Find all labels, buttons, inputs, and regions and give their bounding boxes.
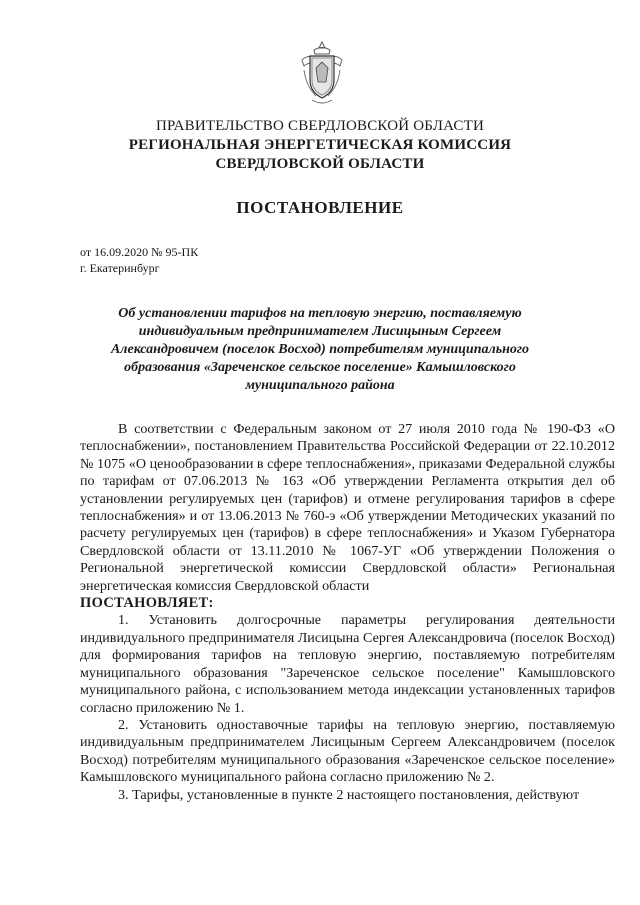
document-body — [80, 421, 615, 804]
date-and-number: от 16.09.2020 № 95-ПК — [80, 245, 199, 259]
item-paragraph: 1. Установить долгосрочные параметры регулирования деятельности индивидуального предпринимателя Лисицына Сергея Александровича (поселок Восход) для формирования тарифов на тепловую энергию, поставляемую потребителям муниципального образования "Зареченское сельское поселение" Камышловского муниципального района, с использованием метода индексации установленных тарифов согласно приложению № 1. — [80, 612, 615, 716]
issuing-authority — [0, 117, 640, 174]
document-subject: Об установлении тарифов на тепловую энергию, поставляемую индивидуальным предпринимателем Лисицыным Сергеем Александровичем (поселок Восход) потребителям муниципального образования «Зареченское сельское поселение» Камышловского муниципального района — [110, 306, 530, 393]
city: г. Екатеринбург — [80, 261, 160, 275]
preamble-paragraph: В соответствии с Федеральным законом от 27 июля 2010 года № 190-ФЗ «О теплоснабжении», постановлением Правительства Российской Федерации от 22.10.2012 № 1075 «О ценообразовании в сфере теплоснабжения», приказами Федеральной службы по тарифам от 07.06.2013 № 163 «Об утверждении Регламента открытия дел об установлении регулируемых цен (тарифов) и отмене регулирования тарифов в сфере теплоснабжения» и от 13.06.2013 № 760-э «Об утверждении Методических указаний по расчету регулируемых цен (тарифов) в сфере теплоснабжения» и Указом Губернатора Свердловской области от 13.11.2010 № 1067-УГ «Об утверждении Положения о Региональной энергетической комиссии Свердловской области» Региональная энергетическая комиссия Свердловской области — [80, 421, 615, 594]
document-type: ПОСТАНОВЛЕНИЕ — [236, 198, 404, 217]
resolves-heading: ПОСТАНОВЛЯЕТ: — [80, 595, 214, 612]
item-paragraph: 3. Тарифы, установленные в пункте 2 настоящего постановления, действуют — [118, 786, 580, 803]
coat-of-arms-icon — [298, 40, 346, 108]
government-name: ПРАВИТЕЛЬСТВО СВЕРДЛОВСКОЙ ОБЛАСТИ — [155, 118, 485, 134]
document-meta — [80, 244, 198, 276]
commission-name: РЕГИОНАЛЬНАЯ ЭНЕРГЕТИЧЕСКАЯ КОМИССИЯ — [128, 137, 512, 153]
item-paragraph: 2. Установить одноставочные тарифы на тепловую энергию, поставляемую индивидуальным предпринимателем Лисицыным Сергеем Александровичем (поселок Восход) потребителям муниципального образования «Зареченское сельское поселение» Камышловского муниципального района согласно приложению № 2. — [80, 716, 615, 786]
commission-region: СВЕРДЛОВСКОЙ ОБЛАСТИ — [215, 156, 425, 172]
